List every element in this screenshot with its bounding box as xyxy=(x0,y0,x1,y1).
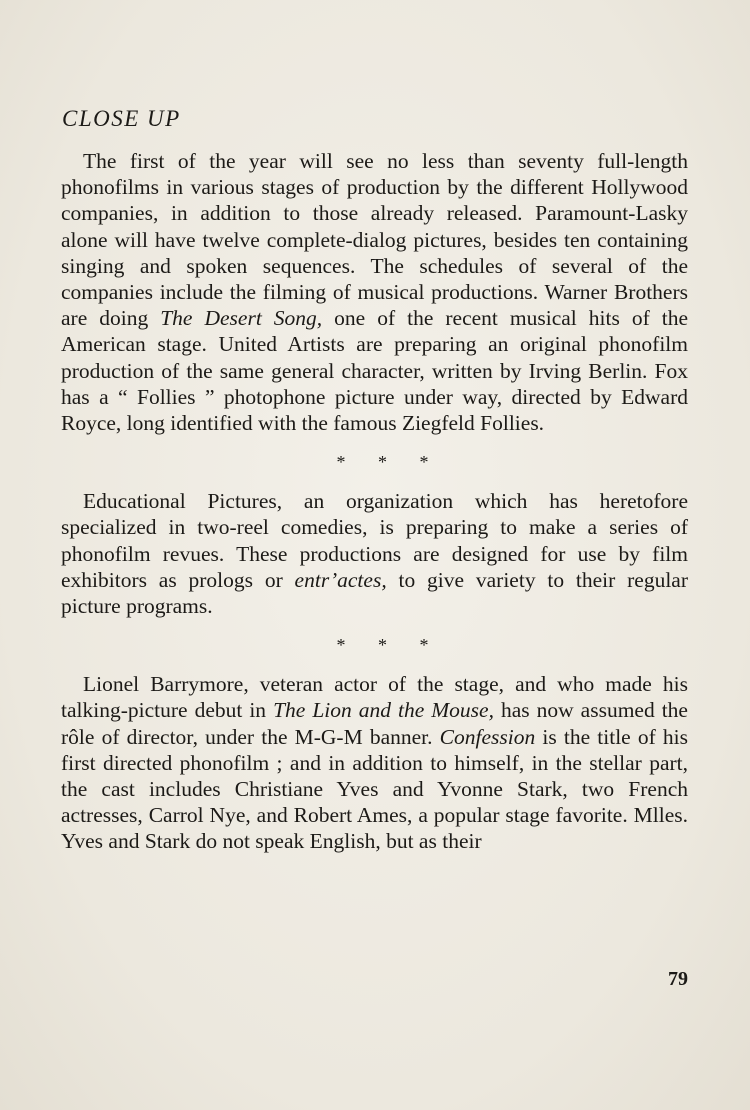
italic-title-text: Confession xyxy=(439,724,536,749)
body-text-run: is the title of his first directed phonofilm ; and in addition to himself, in the stellar part, the cast includes Christiane Yves and Yvonne Stark, two French actresses, Carrol Nye, and Robert Ames, a popular stage favorite. Mlles. Yves and Stark do not speak English, but as their xyxy=(61,724,688,854)
body-text-run: Lionel Barrymore, veteran actor of the stage, and who made his talking-picture debut in xyxy=(61,672,688,723)
body-text-run: has now assumed the rôle of director, under the M-G-M banner. xyxy=(61,698,688,749)
italic-title-text: The Desert Song, xyxy=(160,306,323,331)
page-number: 79 xyxy=(668,968,688,990)
italic-title-text: entr’actes, xyxy=(294,567,387,592)
body-text-run: to give variety to their regular picture programs. xyxy=(61,567,688,619)
paragraph-3 xyxy=(61,671,688,854)
running-title: CLOSE UP xyxy=(62,106,181,131)
body-text-run: one of the recent musical hits of the American stage. United Artists are preparing an original phonofilm production of the same general character, written by Irving Berlin. Fox has a “ Follies ” photophone picture under way, directed by Edward Royce, long identified with the famous Ziegfeld Follies. xyxy=(61,306,689,436)
body-text-run: The first of the year will see no less than seventy full-length phonofilms in various stages of production by the different Hollywood companies, in addition to those already released. Paramount-Lasky alone will have twelve complete-dialog pictures, besides ten containing singing and spoken sequences. The schedules of several of the companies include the filming of musical productions. Warner Brothers are doing xyxy=(61,149,688,331)
section-separator-1: * * * xyxy=(336,451,443,472)
article-body xyxy=(61,148,688,855)
italic-title-text: The Lion and the Mouse, xyxy=(273,698,494,723)
paragraph-1 xyxy=(61,148,688,436)
body-text-run: Educational Pictures, an organization which has heretofore specialized in two-reel comedies, is preparing to make a series of phonofilm revues. These productions are designed for use by film exhibitors as prologs or xyxy=(61,489,688,592)
section-separator-2: * * * xyxy=(336,634,443,655)
paragraph-2 xyxy=(61,488,688,619)
